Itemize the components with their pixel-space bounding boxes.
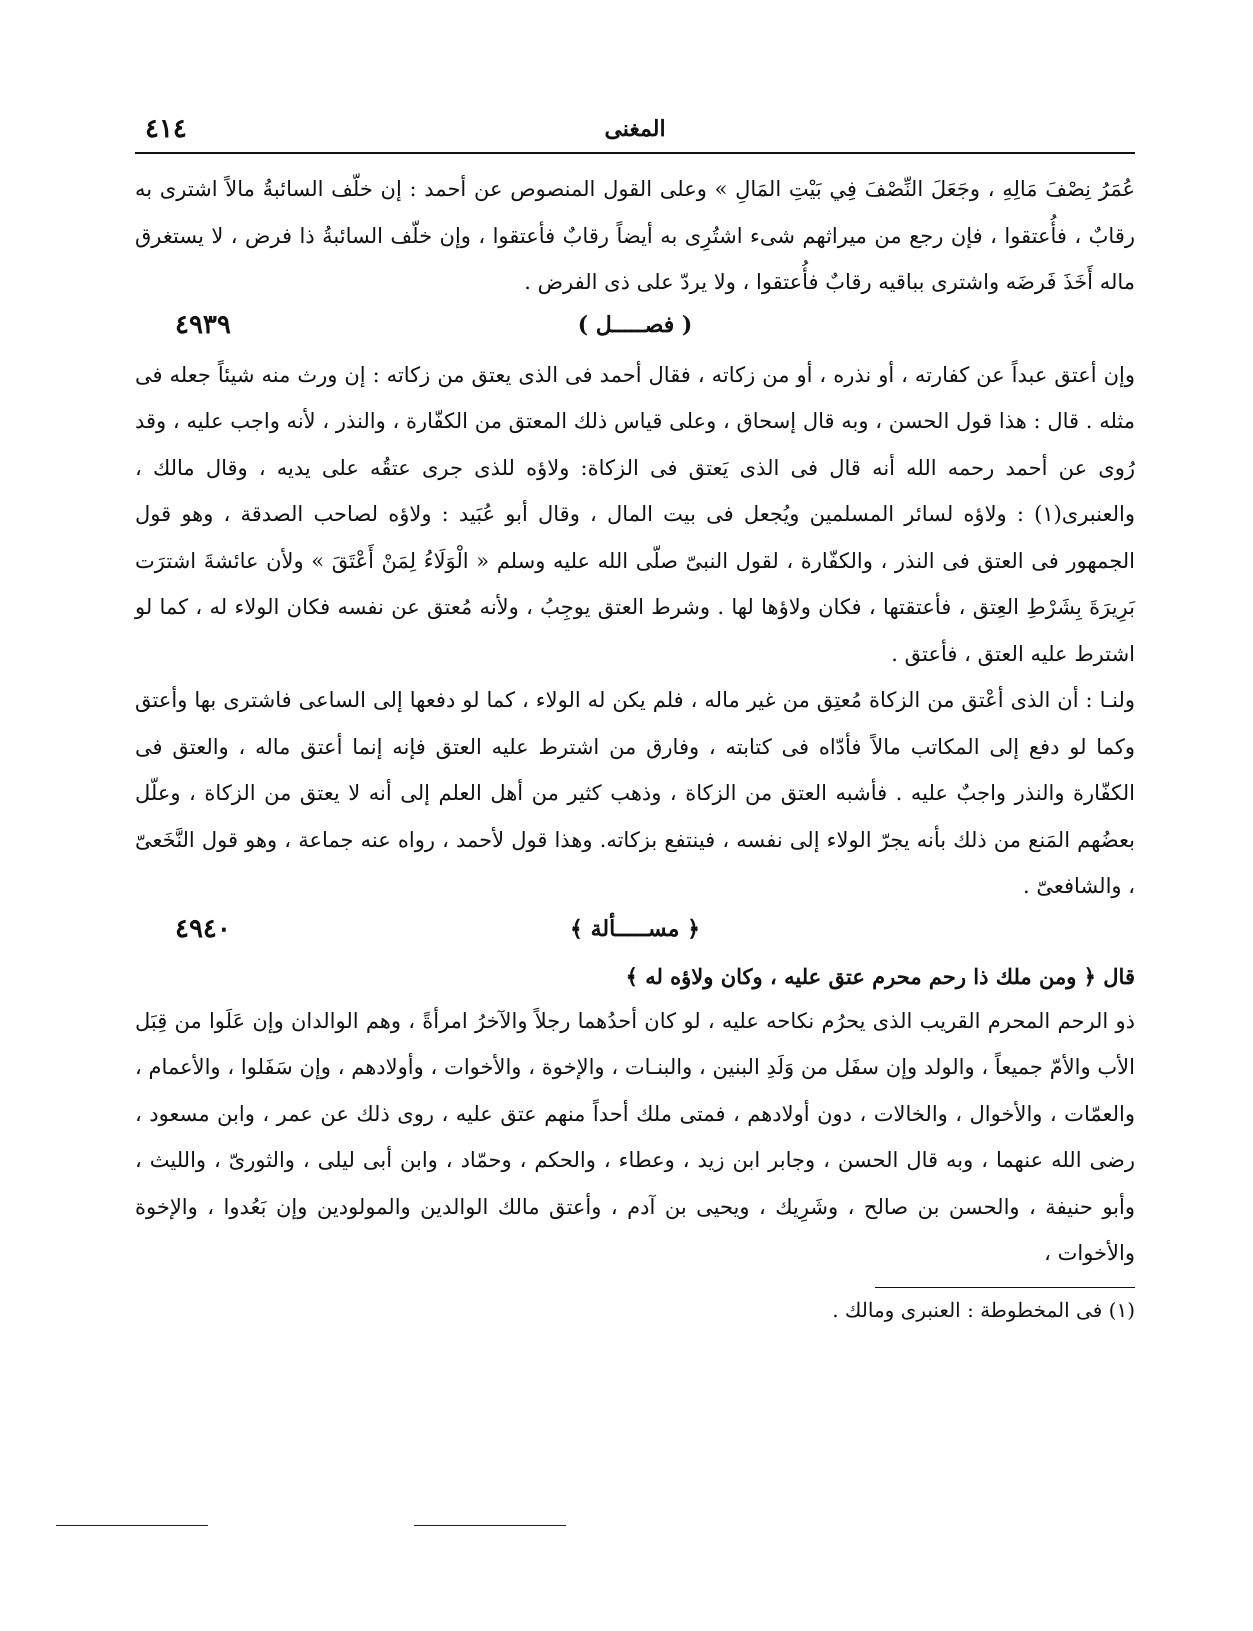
scan-edge-line-left <box>56 1525 208 1526</box>
page-number: ٤١٤ <box>145 114 187 144</box>
section-number: ٤٩٤٠ <box>175 913 231 944</box>
footnote-separator <box>875 1287 1135 1288</box>
opening-paragraph: عُمَرُ نِصْفَ مَالِهِ ، وجَعَلَ النِّصْفَ فِي بَيْتِ المَالِ » وعلى القول المنصوص عن أحمد : إن خلّف السائبةُ مالاً اشترى به رقابٌ ، فأُعتقوا ، فإن رجع من ميراثهم شىء اشتُرِى به أيضاً رقابٌ فأعتقوا ، وإن خلّف السائبةُ ذا فرض ، لا يستغرق ماله أَخَذَ فَرضَه واشترى بباقيه رقابٌ فأُعتقوا ، ولا يردّ على ذى الفرض . <box>135 177 1135 294</box>
running-title: المغنى <box>604 116 666 142</box>
section-number: ٤٩٣٩ <box>175 309 231 340</box>
page-header <box>135 108 1135 154</box>
section-heading-4940 <box>135 910 1135 956</box>
scan-edge-line-center <box>414 1525 566 1526</box>
section-4939-paragraph-2: ولنـا : أن الذى أعْتق من الزكاة مُعتِق من غير ماله ، فلم يكن له الولاء ، كما لو دفعها إلى الساعى فاشترى بها وأعتق وكما لو دفع إلى المكاتب مالاً فأدّاه فى كتابته ، وفارق من اشترط عليه العتق فإنه إنما أعتق ماله ، والعتق فى الكفّارة والنذر واجبٌ عليه . فأشبه العتق من الزكاة ، وذهب كثير من أهل العلم إلى أنه لا يعتق من الزكاة ، وعلّل بعضُهم المَنع من ذلك بأنه يجرّ الولاء إلى نفسه ، فينتفع بزكاته. وهذا قول لأحمد ، رواه عنه جماعة ، وهو قول النَّخَعىّ ، والشافعىّ . <box>135 688 1135 898</box>
section-4940-paragraph: ذو الرحم المحرم القريب الذى يحرُم نكاحه عليه ، لو كان أحدُهما رجلاً والآخرُ امرأةً ، وهم الوالدان وإن عَلَوا من قِبَل الأب والأمّ جميعاً ، والولد وإن سفَل من وَلَدِ البنين ، والبنـات ، والإخوة ، والأخوات ، وأولادهم ، وإن سَفَلوا ، والأعمام ، والعمّات ، والأخوال ، والخالات ، دون أولادهم ، فمتى ملك أحداً منهم عتق عليه ، روى ذلك عن عمر ، وابن مسعود ، رضى الله عنهما ، وبه قال الحسن ، وجابر ابن زيد ، وعطاء ، والحكم ، وحمّاد ، وابن أبى ليلى ، والثورىّ ، والليث ، وأبو حنيفة ، والحسن بن صالح ، وشَرِيك ، ويحيى بن آدم ، وأعتق مالك الوالدين والمولودين وإن بَعُدوا ، والإخوة والأخوات ، <box>135 1008 1135 1265</box>
footnote: (١) فى المخطوطة : العنبرى ومالك . <box>832 1297 1135 1322</box>
section-title: ( فصـــــل ) <box>577 311 693 338</box>
page-body <box>135 166 1135 1330</box>
section-title: ﴿ مســـــألة ﴾ <box>570 915 700 942</box>
section-heading-4939 <box>135 306 1135 352</box>
section-4939-paragraph-1: وإن أعتق عبداً عن كفارته ، أو نذره ، أو من زكاته ، فقال أحمد فى الذى يعتق من زكاته : إن ورث منه شيئاً جعله فى مثله . قال : هذا قول الحسن ، وبه قال إسحاق ، وعلى قياس ذلك المعتق من الكفّارة ، والنذر ، لأنه واجب عليه ، وقد رُوى عن أحمد رحمه الله أنه قال فى الذى يَعتق فى الزكاة: ولاؤه للذى جرى عتقُه على يديه ، وقال مالك ، والعنبرى(١) : ولاؤه لسائر المسلمين ويُجعل فى بيت المال ، وقال أبو عُبَيد : ولاؤه لصاحب الصدقة ، وهو قول الجمهور فى العتق فى النذر ، والكفّارة ، لقول النبىّ صلّى الله عليه وسلم « الْوَلَاءُ لِمَنْ أَعْتَقَ » ولأن عائشةَ اشترَت بَرِيرَةَ بِشَرْطِ العِتق ، فأعتقتها ، فكان ولاؤها لها . وشرط العتق يوجِبُ ، ولأنه مُعتق عن نفسه فكان الولاء له ، كما لو اشترط عليه العتق ، فأعتق . <box>135 362 1135 666</box>
matn-quote: قال ﴿ ومن ملك ذا رحم محرم عتق عليه ، وكان ولاؤه له ﴾ <box>625 963 1135 989</box>
document-page <box>135 108 1135 1330</box>
